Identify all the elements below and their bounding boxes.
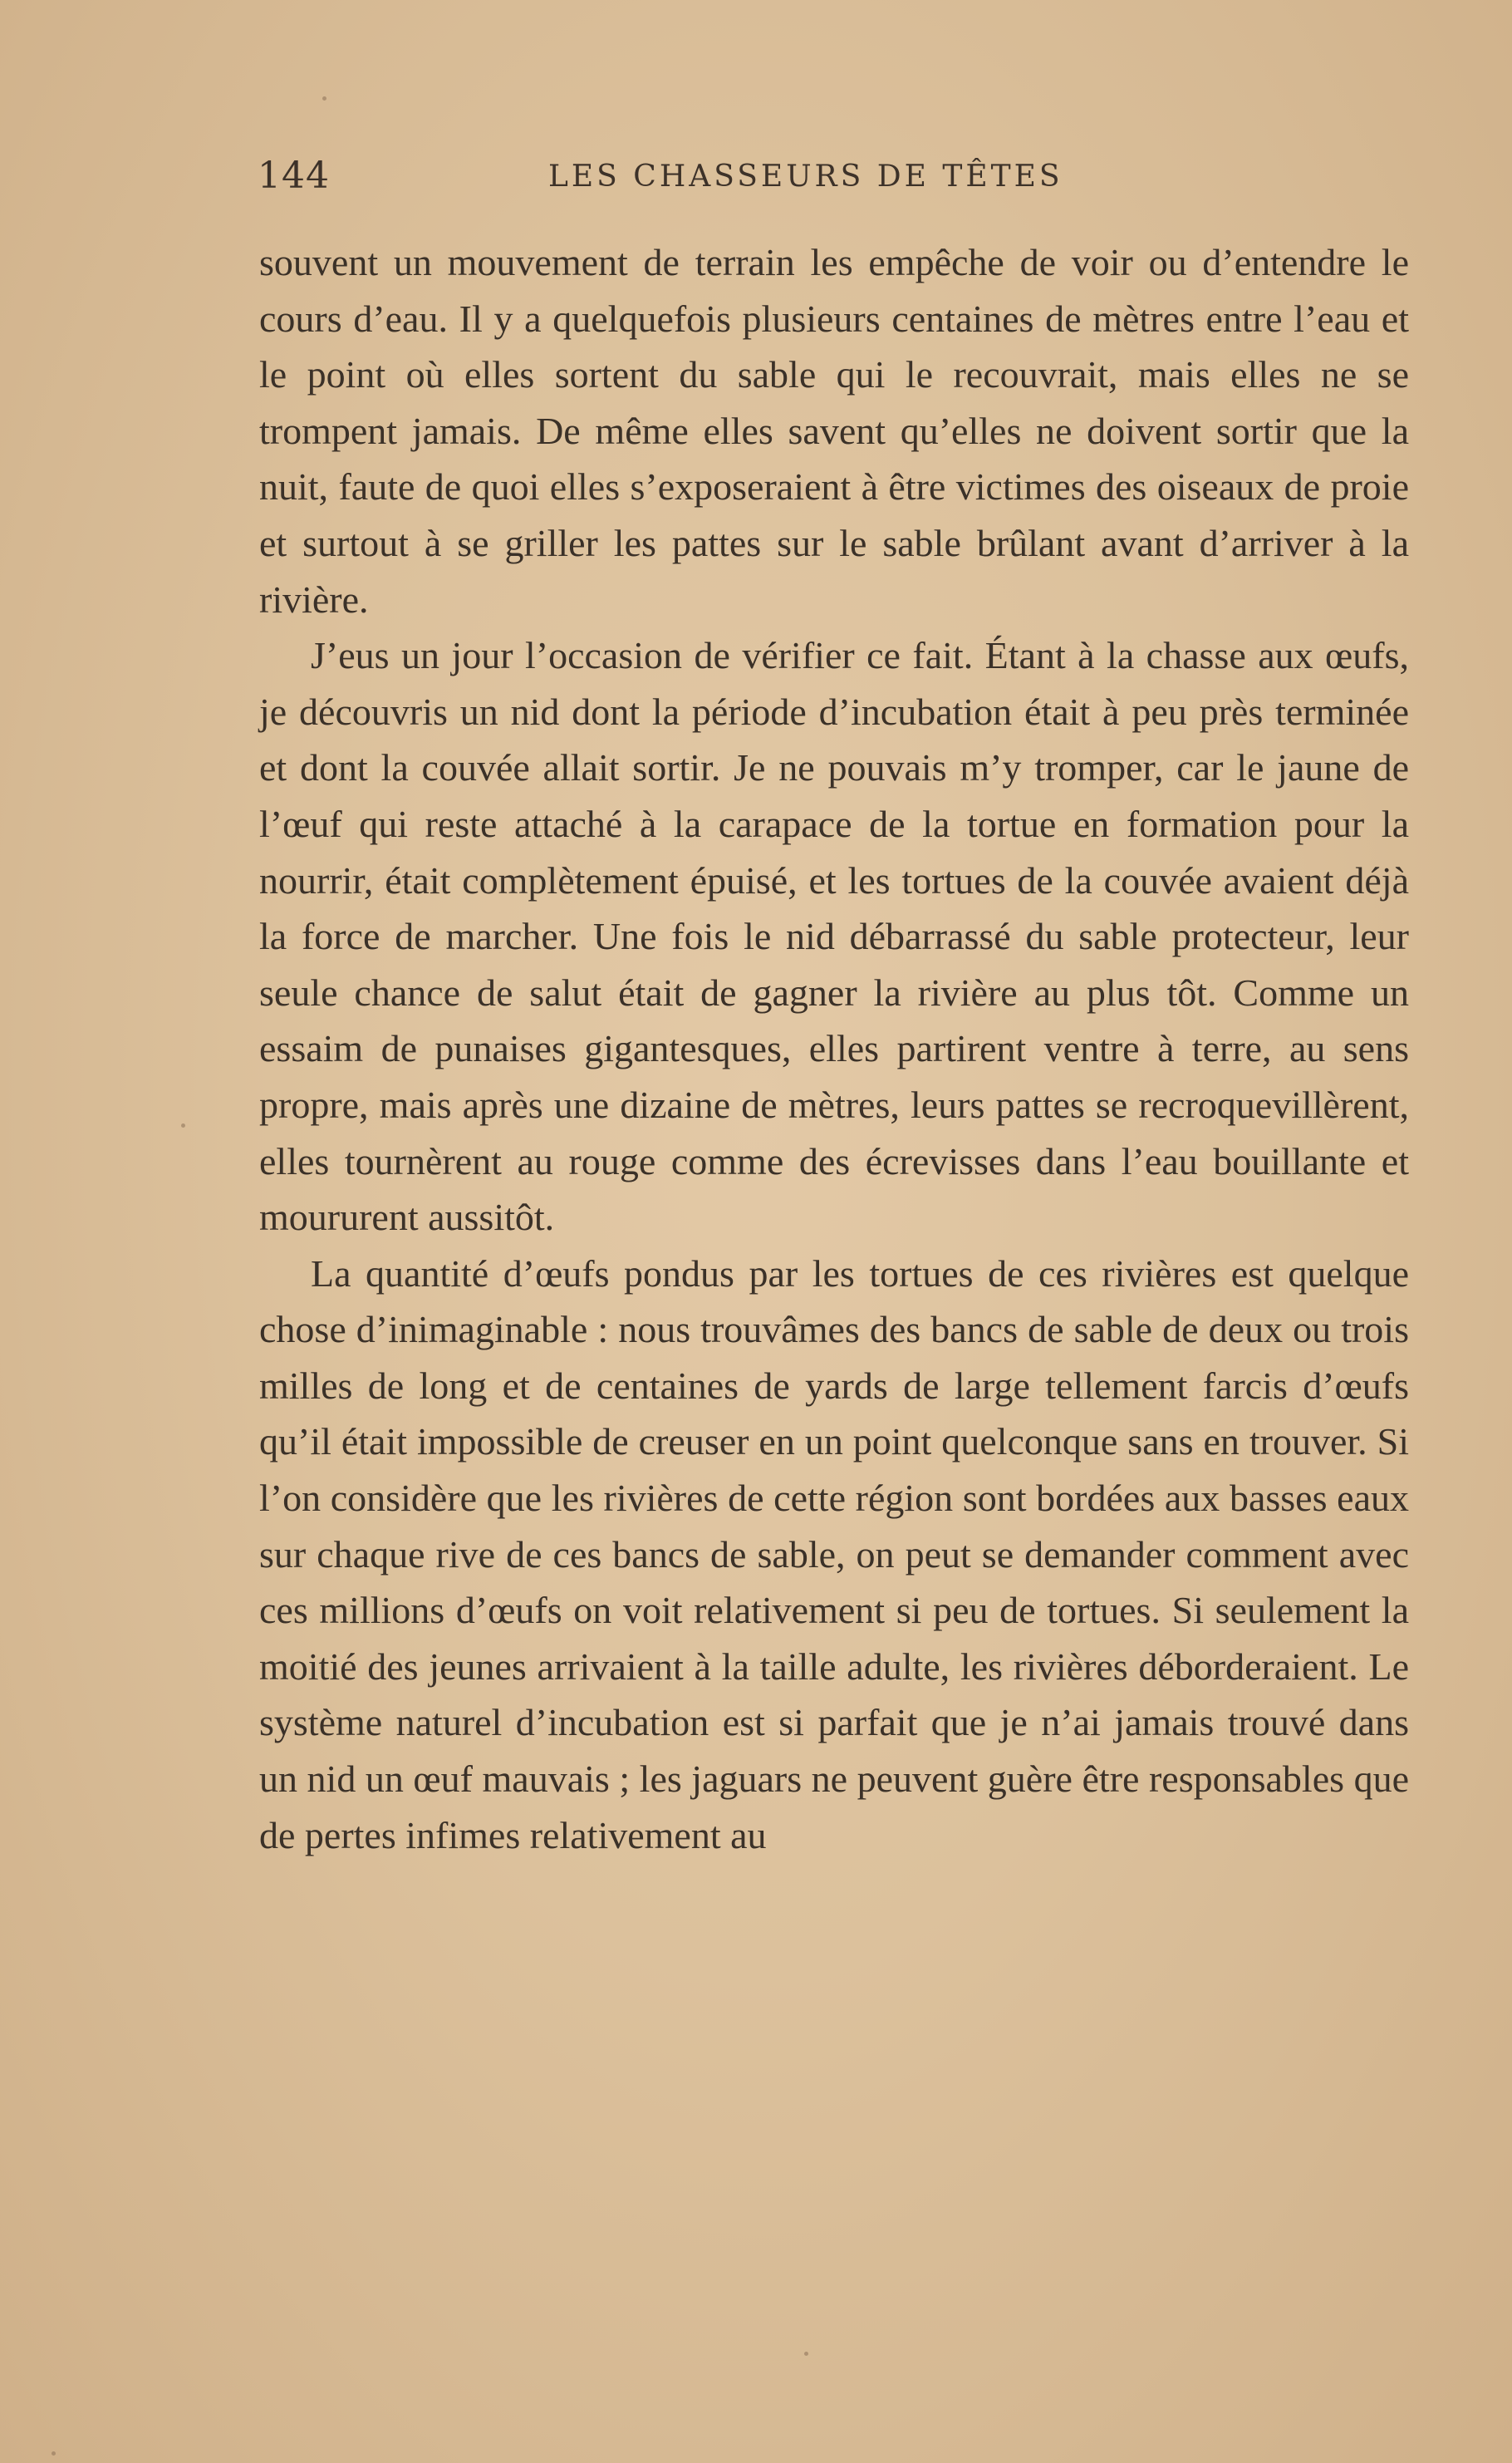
running-title: LES CHASSEURS DE TÊTES bbox=[548, 160, 1063, 194]
page-header bbox=[258, 155, 1421, 204]
body-text bbox=[259, 234, 1409, 1863]
paper-speck bbox=[52, 2451, 56, 2456]
paper-speck bbox=[804, 2352, 808, 2356]
paragraph: La quantité d’œufs pondus par les tortues de ces rivières est quelque chose d’inimaginable : nous trouvâmes des bancs de sable de deux ou trois milles de long et de centaines de yards de large tellement farcis d’œufs qu’il était impossible de creuser en un point quelconque sans en trouver. Si l’on considère que les rivières de cette région sont bordées aux basses eaux sur chaque rive de ces bancs de sable, on peut se demander comment avec ces millions d’œufs on voit relativement si peu de tortues. Si seulement la moitié des jeunes arrivaient à la taille adulte, les rivières déborderaient. Le système naturel d’incubation est si parfait que je n’ai jamais trouvé dans un nid un œuf mauvais ; les jaguars ne peuvent guère être responsables que de pertes infimes relativement au bbox=[259, 1251, 1409, 1856]
paragraph: souvent un mouvement de terrain les empêche de voir ou d’entendre le cours d’eau. Il y a quelquefois plusieurs centaines de mètres entre l’eau et le point où elles sortent du sable qui le recouvrait, mais elles ne se trompent jamais. De même elles savent qu’elles ne doivent sortir que la nuit, faute de quoi elles s’exposeraient à être victimes des oiseaux de proie et surtout à se griller les pattes sur le sable brûlant avant d’arriver à la rivière. bbox=[259, 241, 1409, 621]
paper-speck bbox=[322, 96, 326, 101]
page-number: 144 bbox=[258, 155, 330, 197]
paper-speck bbox=[181, 1123, 185, 1128]
paragraph: J’eus un jour l’occasion de vérifier ce fait. Étant à la chasse aux œufs, je découvris un nid dont la période d’incubation était à peu près terminée et dont la couvée allait sortir. Je ne pouvais m’y tromper, car le jaune de l’œuf qui reste attaché à la carapace de la tortue en formation pour la nourrir, était complètement épuisé, et les tortues de la couvée avaient déjà la force de marcher. Une fois le nid débarrassé du sable protecteur, leur seule chance de salut était de gagner la rivière au plus tôt. Comme un essaim de punaises gigantesques, elles partirent ventre à terre, au sens propre, mais après une dizaine de mètres, leurs pattes se recroquevillèrent, elles tournèrent au rouge comme des écrevisses dans l’eau bouillante et moururent aussitôt. bbox=[259, 634, 1409, 1239]
